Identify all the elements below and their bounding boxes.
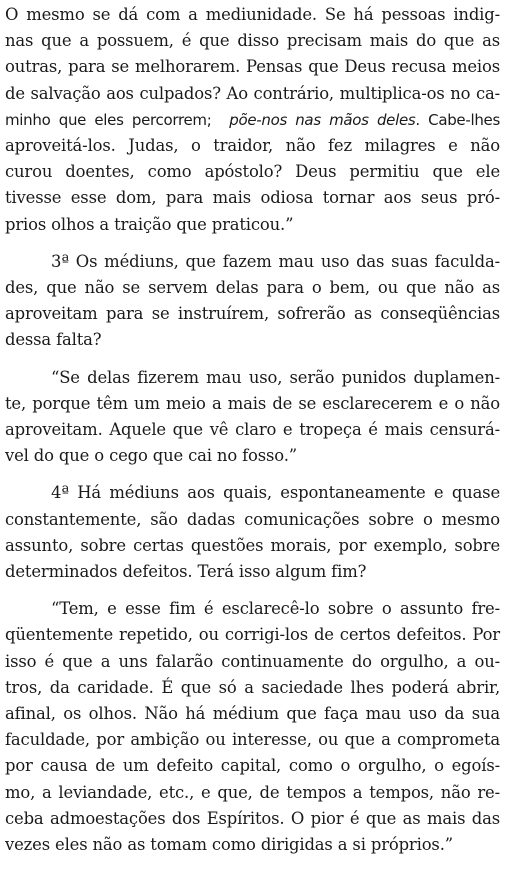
paragraph-5 [5,596,500,858]
paragraph-1 [5,2,500,238]
text-run: . Cabe-lhes [415,110,500,129]
text-line: prios olhos a traição que praticou.” [5,214,294,234]
text-line: tivesse esse dom, para mais odiosa tornar aos seus pró- [5,188,500,208]
text-line: mo, a leviandade, etc., e que, de tempos a tempos, não re- [5,782,500,802]
text-run: 4ª Há médiuns aos quais, espontaneamente e quase [51,483,500,503]
text-run: “Se delas fizerem mau uso, serão punidos duplamen- [51,367,500,387]
text-line [5,596,500,622]
text-line: nas que a possuem, é que disso precisam mais do que as [5,31,500,51]
text-line: O mesmo se dá com a mediunidade. Se há pessoas indig- [5,5,500,24]
text-line: por causa de um defeito capital, como o orgulho, o egoís- [5,756,500,776]
text-line: curou doentes, como apóstolo? Deus permitiu que ele [5,162,500,182]
text-line-mixed [5,107,500,133]
text-line: des, que não se servem delas para o bem, ou que não as [5,278,500,298]
text-line: constantemente, são dadas comunicações sobre o mesmo [5,509,500,529]
document-page [5,2,500,869]
text-line: assunto, sobre certas questões morais, por exemplo, sobre [5,535,500,555]
italic-emphasis: põe-nos nas mãos deles [229,110,416,129]
text-line: vezes eles não as tomam como dirigidas a si próprios.” [5,835,453,855]
text-line [5,249,500,275]
text-run: minho que eles percorrem; [5,110,212,129]
text-line: qüentemente repetido, ou corrigi-los de certos defeitos. Por [5,625,500,645]
paragraph-4 [5,480,500,585]
text-line: afinal, os olhos. Não há médium que faça mau uso da sua [5,704,500,724]
text-line: te, porque têm um meio a mais de se esclarecerem e o não [5,393,500,413]
text-line [5,480,500,506]
text-line: faculdade, por ambição ou interesse, ou que a comprometa [5,730,500,750]
text-line: outras, para se melhorarem. Pensas que Deus recusa meios [5,57,500,77]
text-line: aproveitam para se instruírem, sofrerão as conseqüências [5,304,500,324]
text-line: isso é que a uns falarão continuamente do orgulho, a ou- [5,651,500,671]
text-run: 3ª Os médiuns, que fazem mau uso das suas faculda- [51,251,500,271]
paragraph-3 [5,365,500,470]
text-run: “Tem, e esse fim é esclarecê-lo sobre o assunto fre- [51,599,500,619]
text-line [5,365,500,391]
text-line: de salvação aos culpados? Ao contrário, multiplica-os no ca- [5,83,500,103]
text-line: dessa falta? [5,330,102,350]
paragraph-2 [5,249,500,354]
text-line: aproveitá-los. Judas, o traidor, não fez milagres e não [5,136,500,156]
text-line: aproveitam. Aquele que vê claro e tropeça é mais censurá- [5,420,500,440]
text-line: ceba admoestações dos Espíritos. O pior é que as mais das [5,808,500,828]
text-line: determinados defeitos. Terá isso algum fim? [5,562,367,582]
text-line: tros, da caridade. É que só a saciedade lhes poderá abrir, [5,677,500,697]
text-line: vel do que o cego que cai no fosso.” [5,446,297,466]
